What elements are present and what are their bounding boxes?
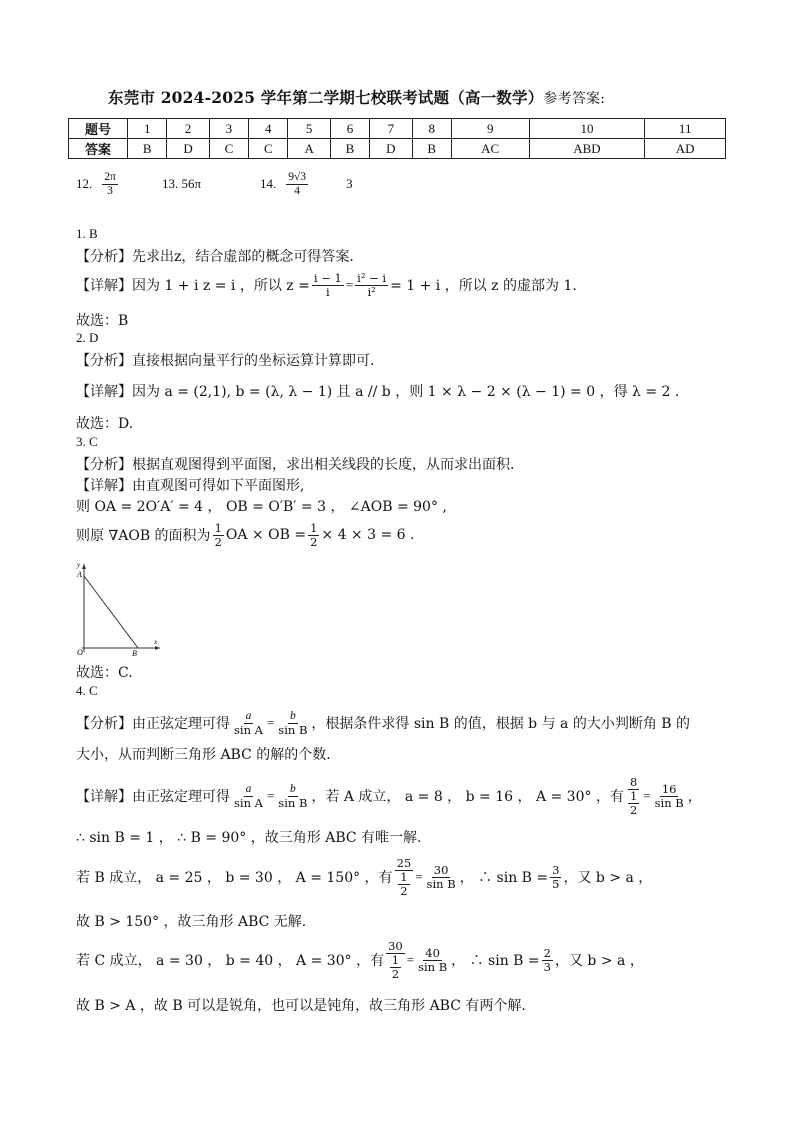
number-cell: 5 bbox=[288, 119, 330, 139]
row-label-answer: 答案 bbox=[69, 139, 128, 159]
label-y: y bbox=[77, 561, 81, 569]
fill-in-answers bbox=[76, 164, 476, 204]
segment-ab bbox=[84, 576, 138, 648]
q4-case-b: 若 B 成立， a = 25 ， b = 30 ， A = 150° ，有 25 1 2 = $\frac{30}{\text{sin B}}$ ， ∴ sin B = $\frac{3}{5}$ ，又 b > a ， bbox=[76, 855, 653, 898]
q4-case-c-result: 故 B > A ，故 B 可以是锐角，也可以是钝角，故三角形 ABC 有两个解. bbox=[76, 998, 526, 1014]
answer-cell: B bbox=[330, 139, 369, 159]
number-cell: 11 bbox=[645, 119, 726, 139]
title-tail: 参考答案: bbox=[543, 91, 606, 107]
number-cell: 9 bbox=[451, 119, 529, 139]
q1-fraction-1: $\frac{i - 1}{i}$ bbox=[313, 270, 342, 299]
q3-number: 3. C bbox=[76, 434, 98, 449]
number-cell: 6 bbox=[330, 119, 369, 139]
q4-analysis-cont: 大小，从而判断三角形 ABC 的解的个数. bbox=[76, 747, 331, 763]
q1-number: 1. B bbox=[76, 226, 98, 241]
label-o: O bbox=[77, 648, 83, 656]
answer-table bbox=[68, 118, 726, 159]
q3-area: 则原 ∇AOB 的面积为 $\frac{1}{2}$ OA × OB = $\frac{1}{2}$ × 4 × 3 = 6 . bbox=[76, 520, 415, 549]
q1-detail: 【详解】 因为 1 + i z = i ，所以 z = $\frac{i - 1}{i}$ = $\frac{\text{i² − i}}{\text{i²}}$ = 1 + i ，所以 z 的虚部为 1. bbox=[76, 270, 577, 299]
q2-analysis: 【分析】直接根据向量平行的坐标运算计算即可. bbox=[76, 353, 375, 369]
x-axis-arrow bbox=[155, 646, 160, 650]
q12-fraction: $\frac{2\pi}{3}$ bbox=[104, 170, 116, 197]
question-number-row bbox=[69, 119, 726, 139]
q4-number: 4. C bbox=[76, 683, 98, 698]
row-label-number: 题号 bbox=[69, 119, 128, 139]
answer-cell: A bbox=[288, 139, 330, 159]
answer-cell: C bbox=[249, 139, 288, 159]
q4-case-b-result: 故 B > 150° ，故三角形 ABC 无解. bbox=[76, 914, 307, 930]
q3-conclusion: 故选：C. bbox=[76, 665, 133, 681]
answer-cell: B bbox=[128, 139, 167, 159]
label-a: A bbox=[77, 570, 82, 579]
q1-analysis: 【分析】先求出z，结合虚部的概念可得答案. bbox=[76, 249, 354, 265]
answer-cell: B bbox=[412, 139, 451, 159]
answer-cell: C bbox=[209, 139, 248, 159]
title-main: 东莞市 2024-2025 学年第二学期七校联考试题（高一数学） bbox=[108, 88, 544, 107]
answer-cell: ABD bbox=[529, 139, 645, 159]
q4-case-a-result: ∴ sin B = 1 ， ∴ B = 90° ，故三角形 ABC 有唯一解. bbox=[76, 830, 422, 846]
q4-case-c: 若 C 成立， a = 30 ， b = 40 ， A = 30° ，有 30 1 2 = $\frac{40}{\text{sin B}}$ ， ∴ sin B = $\frac{2}{3}$ ，又 b > a ， bbox=[76, 938, 644, 981]
q14-second-answer: 3 bbox=[346, 176, 353, 191]
q12-answer: 12. $\frac{2\pi}{3}$ bbox=[76, 170, 116, 197]
label-b: B bbox=[132, 649, 137, 656]
q1-conclusion: 故选：B bbox=[76, 313, 129, 329]
q3-detail: 【详解】由直观图可得如下平面图形, bbox=[76, 478, 305, 494]
q3-lengths: 则 OA = 2O′A′ = 4 ， OB = O′B′ = 3 ， ∠AOB = 90° , bbox=[76, 499, 447, 515]
q2-conclusion: 故选：D. bbox=[76, 416, 134, 432]
q14-answer: 14. $\frac{9√3}{4}$ 3 bbox=[260, 170, 353, 197]
answer-cell: D bbox=[370, 139, 412, 159]
answer-row bbox=[69, 139, 726, 159]
number-cell: 3 bbox=[209, 119, 248, 139]
q4-analysis: 【分析】 由正弦定理可得 $\frac{a}{\text{sin A}}$ = $\frac{b}{\text{sin B}}$ ，根据条件求得 sin B 的值，根据 b 与 a 的大小判断角 B 的 bbox=[76, 709, 691, 737]
number-cell: 4 bbox=[249, 119, 288, 139]
q4-detail: 【详解】 由正弦定理可得 $\frac{a}{\text{sin A}}$ = $\frac{b}{\text{sin B}}$ ，若 A 成立， a = 8 ， b = 16 ， A = 30° ，有 8 1 2 = $\frac{16}{\text{sin B}}$ ， bbox=[76, 774, 702, 817]
triangle-aob-figure bbox=[74, 560, 164, 656]
q13-answer: 13. 56π bbox=[162, 176, 202, 191]
label-x: x bbox=[154, 638, 158, 646]
number-cell: 2 bbox=[167, 119, 209, 139]
answer-cell: AC bbox=[451, 139, 529, 159]
y-axis-arrow bbox=[82, 564, 86, 569]
answer-cell: AD bbox=[645, 139, 726, 159]
number-cell: 1 bbox=[128, 119, 167, 139]
answer-cell: D bbox=[167, 139, 209, 159]
q14-fraction: $\frac{9√3}{4}$ bbox=[288, 170, 307, 197]
number-cell: 10 bbox=[529, 119, 645, 139]
q2-number: 2. D bbox=[76, 330, 99, 345]
number-cell: 7 bbox=[370, 119, 412, 139]
q1-fraction-2: $\frac{\text{i² − i}}{\text{i²}}$ bbox=[357, 270, 387, 299]
number-cell: 8 bbox=[412, 119, 451, 139]
page-title bbox=[108, 86, 728, 108]
q3-analysis: 【分析】根据直观图得到平面图，求出相关线段的长度，从而求出面积. bbox=[76, 457, 515, 473]
q2-detail: 【详解】因为 a = (2,1), b = (λ, λ − 1) 且 a // b ，则 1 × λ − 2 × (λ − 1) = 0 ，得 λ = 2 . bbox=[76, 384, 680, 400]
